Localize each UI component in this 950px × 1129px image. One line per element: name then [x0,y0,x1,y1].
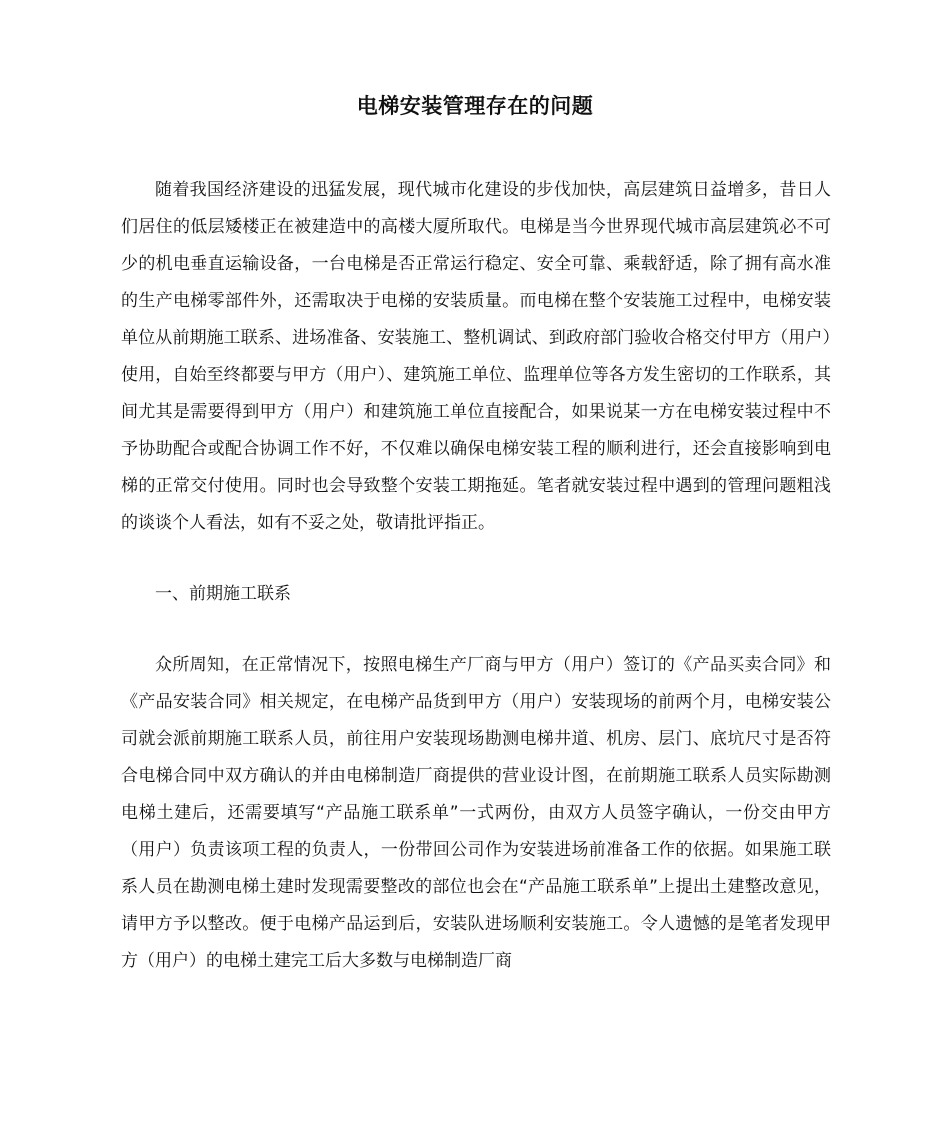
section-1-paragraph: 众所周知，在正常情况下，按照电梯生产厂商与甲方（用户）签订的《产品买卖合同》和《产品安装合同》相关规定，在电梯产品货到甲方（用户）安装现场的前两个月，电梯安装公司就会派前期施工联系人员，前往用户安装现场勘测电梯井道、机房、层门、底坑尺寸是否符合电梯合同中双方确认的并由电梯制造厂商提供的营业设计图，在前期施工联系人员实际勘测电梯土建后，还需要填写“产品施工联系单”一式两份，由双方人员签字确认，一份交由甲方（用户）负责该项工程的负责人，一份带回公司作为安装进场前准备工作的依据。如果施工联系人员在勘测电梯土建时发现需要整改的部位也会在“产品施工联系单”上提出土建整改意见，请甲方予以整改。便于电梯产品运到后，安装队进场顺利安装施工。令人遗憾的是笔者发现甲方（用户）的电梯土建完工后大多数与电梯制造厂商 [121,655,831,971]
paragraph-spacer [121,542,831,576]
document-body [121,172,831,980]
intro-paragraph: 随着我国经济建设的迅猛发展，现代城市化建设的步伐加快，高层建筑日益增多，昔日人们居住的低层矮楼正在被建造中的高楼大厦所取代。电梯是当今世界现代城市高层建筑必不可少的机电垂直运输设备，一台电梯是否正常运行稳定、安全可靠、乘载舒适，除了拥有高水准的生产电梯零部件外，还需取决于电梯的安装质量。而电梯在整个安装施工过程中，电梯安装单位从前期施工联系、进场准备、安装施工、整机调试、到政府部门验收合格交付甲方（用户）使用，自始至终都要与甲方（用户）、建筑施工单位、监理单位等各方发生密切的工作联系，其间尤其是需要得到甲方（用户）和建筑施工单位直接配合，如果说某一方在电梯安装过程中不予协助配合或配合协调工作不好，不仅难以确保电梯安装工程的顺利进行，还会直接影响到电梯的正常交付使用。同时也会导致整个安装工期拖延。笔者就安装过程中遇到的管理问题粗浅的谈谈个人看法，如有不妥之处，敬请批评指正。 [121,180,831,533]
heading-spacer [121,613,831,647]
section-heading-1: 一、前期施工联系 [155,584,291,604]
document-title: 电梯安装管理存在的问题 [356,94,594,118]
